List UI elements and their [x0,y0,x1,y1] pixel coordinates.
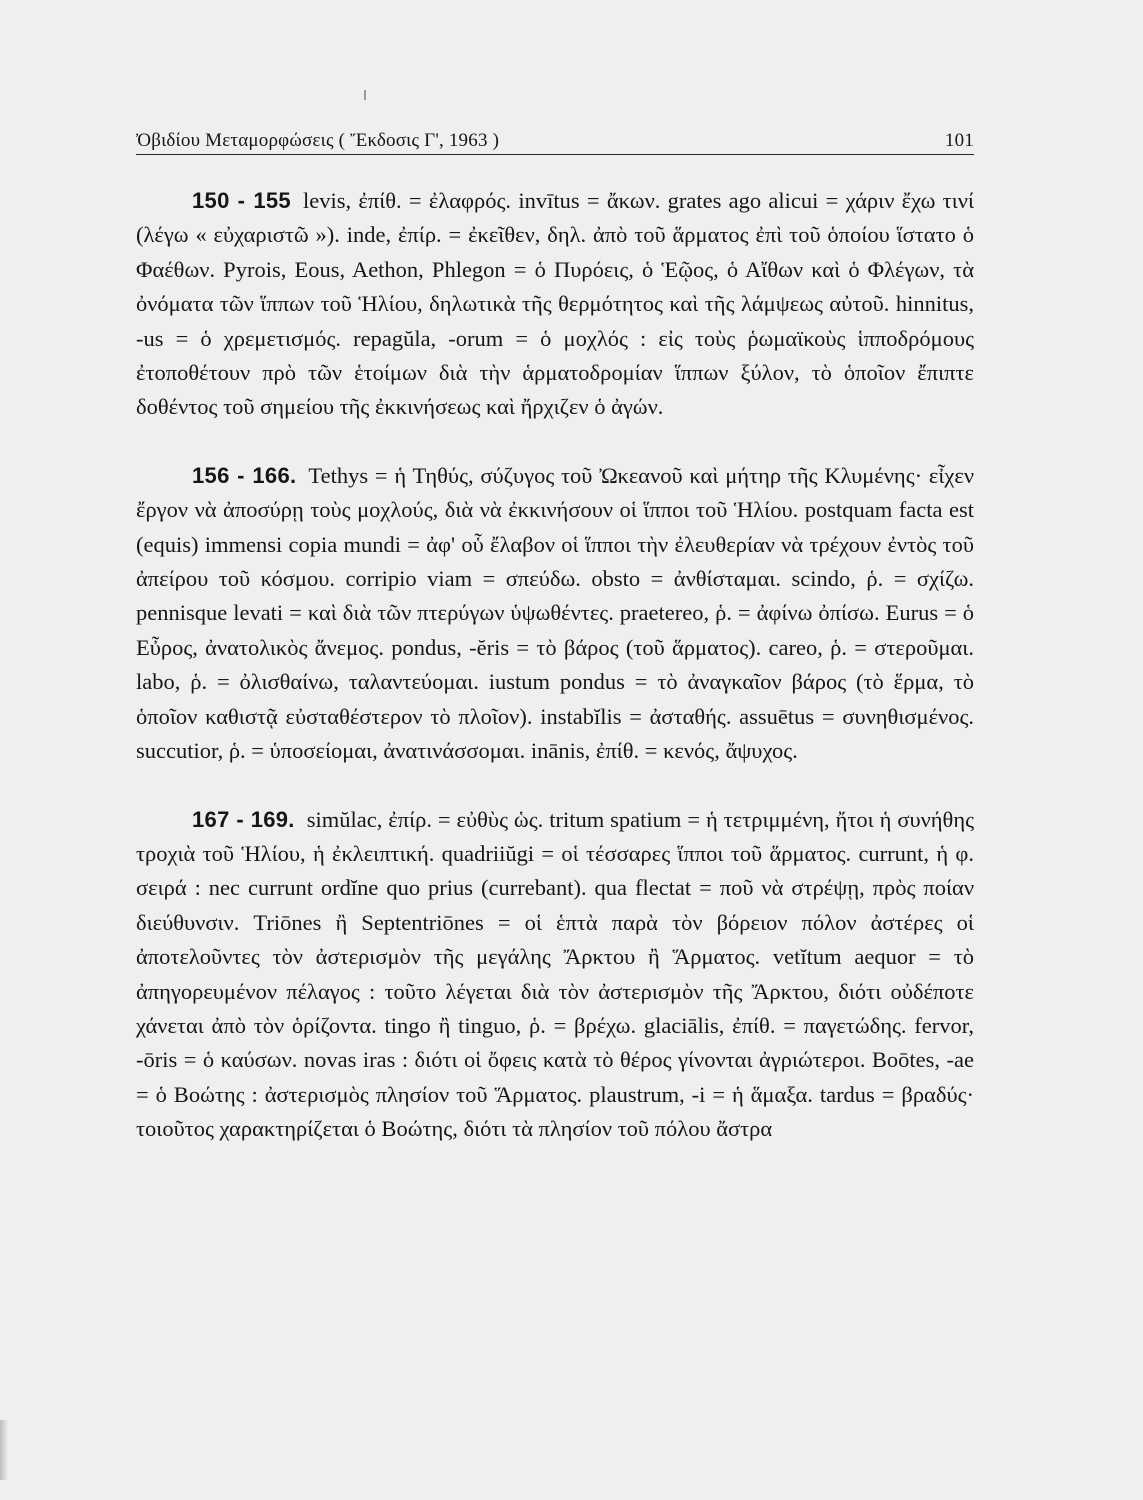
commentary-entry-156-166 [136,459,974,769]
commentary-entry-167-169 [136,803,974,1147]
scan-speck [364,90,366,100]
entry-text: simŭlac, ἐπίρ. = εὐθὺς ὡς. tritum spatium = ἡ τετριμμένη, ἤτοι ἡ συνήθης τροχιὰ τοῦ Ἡλίου, ἡ ἐκλειπτική. quadriiŭgi = οἱ τέσσαρες ἵπποι τοῦ ἅρματος. currunt, ἡ φ. σειρά : nec currunt ordĭne quo prius (currebant). qua flectat = ποῦ νὰ στρέψῃ, πρὸς ποίαν διεύθυνσιν. Triōnes ἢ Septentriōnes = οἱ ἑπτὰ παρὰ τὸν βόρειον πόλον ἀστέρες οἱ ἀποτελοῦντες τὸν ἀστερισμὸν τῆς μεγάλης Ἄρκτου ἢ Ἅρματος. vetĭtum aequor = τὸ ἀπηγορευμένον πέλαγος : τοῦτο λέγεται διὰ τὸν ἀστερισμὸν τῆς Ἄρκτου, διότι οὐδέποτε χάνεται ἀπὸ τὸν ὁρίζοντα. tingo ἢ tinguo, ῥ. = βρέχω. glaciālis, ἐπίθ. = παγετώδης. fervor, -ōris = ὁ καύσων. novas iras : διότι οἱ ὄφεις κατὰ τὸ θέρος γίνονται ἀγριώτεροι. Boōtes, -ae = ὁ Βοώτης : ἀστερισμὸς πλησίον τοῦ Ἅρματος. plaustrum, -i = ἡ ἅμαξα. tardus = βραδύς· τοιοῦτος χαρακτηρίζεται ὁ Βοώτης, διότι τὰ πλησίον τοῦ πόλου ἄστρα [136,806,975,1142]
verse-range: 167 - 169. [192,806,295,832]
commentary-body [136,184,974,1147]
running-title: Ὀβιδίου Μεταμορφώσεις ( Ἔκδοσις Γ', 1963 ) [136,130,500,151]
running-header [136,118,974,152]
commentary-entry-150-155 [136,184,974,425]
page-number: 101 [944,130,974,151]
verse-range: 150 - 155 [192,188,291,213]
header-rule [136,154,974,155]
verse-range: 156 - 166. [192,462,297,488]
entry-text: Tethys = ἡ Τηθύς, σύζυγος τοῦ Ὠκεανοῦ καὶ μήτηρ τῆς Κλυμένης· εἶχεν ἔργον νὰ ἀποσύρῃ τοὺς μοχλούς, διὰ νὰ ἐκκινήσουν οἱ ἵπποι τοῦ Ἡλίου. postquam facta est (equis) immensi copia mundi = ἀφ' οὗ ἔλαβον οἱ ἵπποι τὴν ἐλευθερίαν νὰ τρέχουν ἐντὸς τοῦ ἀπείρου τοῦ κόσμου. corripio viam = σπεύδω. obsto = ἀνθίσταμαι. scindo, ῥ. = σχίζω. pennisque levati = καὶ διὰ τῶν πτερύγων ὑψωθέντες. praetereo, ῥ. = ἀφίνω ὀπίσω. Eurus = ὁ Εὖρος, ἀνατολικὸς ἄνεμος. pondus, -ĕris = τὸ βάρος (τοῦ ἅρματος). careo, ῥ. = στεροῦμαι. labo, ῥ. = ὀλισθαίνω, ταλαντεύομαι. iustum pondus = τὸ ἀναγκαῖον βάρος (τὸ ἕρμα, τὸ ὁποῖον καθιστᾷ εὐσταθέστερον τὸ πλοῖον). instabĭlis = ἀσταθής. assuētus = συνηθισμένος. succutior, ῥ. = ὑποσείομαι, ἀνατινάσσομαι. inānis, ἐπίθ. = κενός, ἄψυχος. [136,462,974,764]
entry-text: levis, ἐπίθ. = ἐλαφρός. invītus = ἄκων. grates ago alicui = χάριν ἔχω τινί (λέγω « εὐχαριστῶ »). inde, ἐπίρ. = ἐκεῖθεν, δηλ. ἀπὸ τοῦ ἅρματος ἐπὶ τοῦ ὁποίου ἵστατο ὁ Φαέθων. Pyrois, Eous, Aethon, Phlegon = ὁ Πυρόεις, ὁ Ἑῷος, ὁ Αἴθων καὶ ὁ Φλέγων, τὰ ὀνόματα τῶν ἵππων τοῦ Ἡλίου, δηλωτικὰ τῆς θερμότητος καὶ τῆς λάμψεως αὐτοῦ. hinnitus, -us = ὁ χρεμετισμός. repagŭla, -orum = ὁ μοχλός : εἰς τοὺς ῥωμαϊκοὺς ἱπποδρόμους ἐτοποθέτουν πρὸ τῶν ἑτοίμων διὰ τὴν ἁρματοδρομίαν ἵππων ξύλον, τὸ ὁποῖον ἔπιπτε δοθέντος τοῦ σημείου τῆς ἐκκινήσεως καὶ ἤρχιζεν ὁ ἀγών. [136,188,975,420]
page-edge-shadow [0,1420,8,1480]
